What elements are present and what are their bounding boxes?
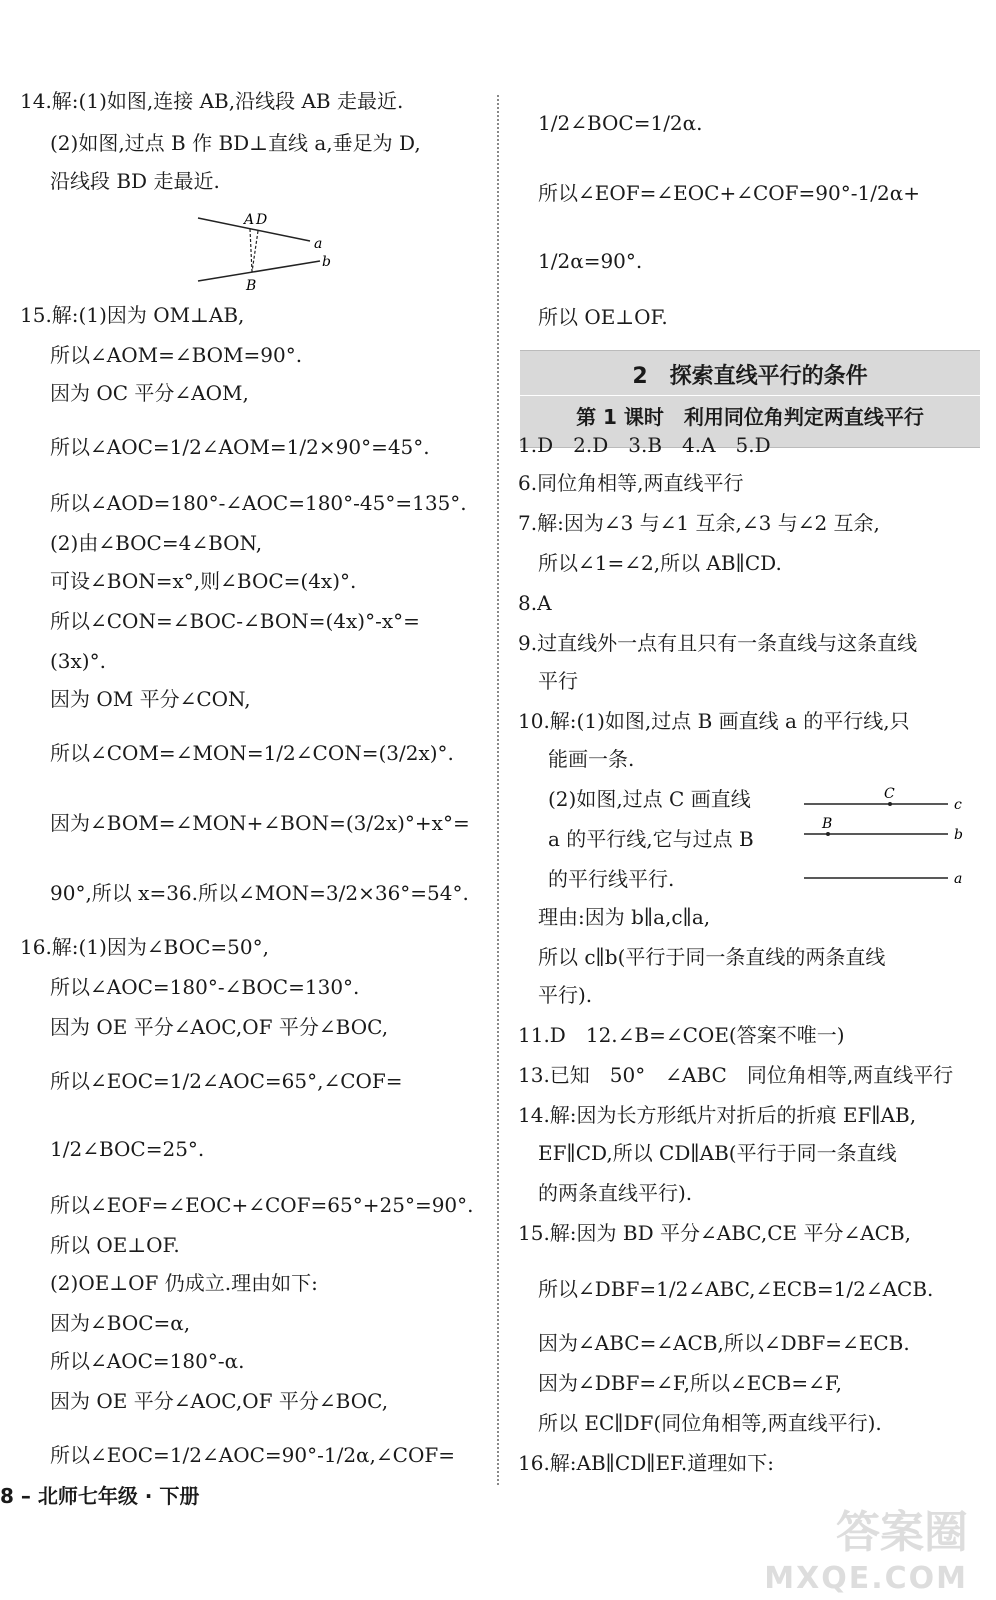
q15-line-2: 所以∠AOM=∠BOM=90°. bbox=[50, 343, 303, 367]
q16-line-6: 所以∠EOF=∠EOC+∠COF=65°+25°=90°. bbox=[50, 1193, 474, 1217]
label-line-b: b bbox=[322, 254, 331, 270]
r-line-1: 1/2∠BOC=1/2α. bbox=[538, 111, 703, 135]
label-b-point: B bbox=[246, 278, 257, 294]
label-line-c: c bbox=[954, 797, 962, 813]
q15-line-3: 因为 OC 平分∠AOM, bbox=[50, 381, 249, 405]
q15-line-4: 所以∠AOC=1/2∠AOM=1/2×90°=45°. bbox=[50, 435, 430, 459]
q16-line-9: 因为∠BOC=α, bbox=[50, 1311, 191, 1335]
r-line-4: 所以 OE⊥OF. bbox=[538, 305, 668, 329]
section-divider bbox=[520, 395, 980, 396]
r2-line-10: (2)如图,过点 C 画直线 bbox=[548, 787, 751, 811]
q14-figure bbox=[190, 206, 370, 306]
q16-line-10: 所以∠AOC=180°-α. bbox=[50, 1349, 245, 1373]
q16-line-5: 1/2∠BOC=25°. bbox=[50, 1137, 205, 1161]
watermark: 答案圈 bbox=[836, 1507, 968, 1558]
point-c bbox=[888, 802, 892, 806]
q15-line-1: 15.解:(1)因为 OM⊥AB, bbox=[20, 303, 245, 327]
r2-line-26: 16.解:AB∥CD∥EF.道理如下: bbox=[518, 1451, 774, 1475]
label-line-b-right: b bbox=[954, 827, 963, 843]
r2-line-11: a 的平行线,它与过点 B bbox=[548, 827, 754, 851]
page-footer: 8 – 北师七年级 · 下册 bbox=[0, 1484, 200, 1508]
label-point-b: B bbox=[822, 816, 833, 832]
point-b bbox=[826, 832, 830, 836]
q14-line-1: 14.解:(1)如图,连接 AB,沿线段 AB 走最近. bbox=[20, 89, 404, 113]
q15-line-5: 所以∠AOD=180°-∠AOC=180°-45°=135°. bbox=[50, 491, 467, 515]
q16-line-4: 所以∠EOC=1/2∠AOC=65°,∠COF= bbox=[50, 1069, 403, 1093]
label-line-a: a bbox=[314, 236, 323, 252]
q16-line-7: 所以 OE⊥OF. bbox=[50, 1233, 180, 1257]
q15-line-10: 因为 OM 平分∠CON, bbox=[50, 687, 251, 711]
r2-line-4: 所以∠1=∠2,所以 AB∥CD. bbox=[538, 551, 782, 575]
q14-line-2: (2)如图,过点 B 作 BD⊥直线 a,垂足为 D, bbox=[50, 131, 421, 155]
r2-line-19: EF∥CD,所以 CD∥AB(平行于同一条直线 bbox=[538, 1141, 897, 1165]
r2-line-15: 平行). bbox=[538, 983, 593, 1007]
q15-line-11: 所以∠COM=∠MON=1/2∠CON=(3/2x)°. bbox=[50, 741, 454, 765]
line-b bbox=[198, 261, 320, 281]
q15-line-7: 可设∠BON=x°,则∠BOC=(4x)°. bbox=[50, 569, 357, 593]
r2-line-2: 6.同位角相等,两直线平行 bbox=[518, 471, 744, 495]
q15-line-9: (3x)°. bbox=[50, 649, 106, 673]
label-line-a-right: a bbox=[954, 871, 963, 887]
r2-line-1: 1.D 2.D 3.B 4.A 5.D bbox=[518, 433, 771, 457]
q14-line-3: 沿线段 BD 走最近. bbox=[50, 169, 220, 193]
label-d-point: D bbox=[256, 212, 268, 228]
column-divider bbox=[497, 95, 499, 1485]
q15-line-8: 所以∠CON=∠BOC-∠BON=(4x)°-x°= bbox=[50, 609, 420, 633]
segment-bd bbox=[252, 231, 258, 272]
segment-ab bbox=[250, 229, 252, 272]
watermark-url: MXQE.COM bbox=[764, 1561, 968, 1596]
r2-line-7: 平行 bbox=[538, 669, 578, 693]
r2-line-21: 15.解:因为 BD 平分∠ABC,CE 平分∠ACB, bbox=[518, 1221, 912, 1245]
r2-line-25: 所以 EC∥DF(同位角相等,两直线平行). bbox=[538, 1411, 882, 1435]
r2-line-24: 因为∠DBF=∠F,所以∠ECB=∠F, bbox=[538, 1371, 842, 1395]
r2-line-18: 14.解:因为长方形纸片对折后的折痕 EF∥AB, bbox=[518, 1103, 917, 1127]
r2-line-17: 13.已知 50° ∠ABC 同位角相等,两直线平行 bbox=[518, 1063, 954, 1087]
label-point-c: C bbox=[884, 786, 895, 802]
r2-line-13: 理由:因为 b∥a,c∥a, bbox=[538, 905, 711, 929]
r2-line-23: 因为∠ABC=∠ACB,所以∠DBF=∠ECB. bbox=[538, 1331, 910, 1355]
r2-line-16: 11.D 12.∠B=∠COE(答案不唯一) bbox=[518, 1023, 845, 1047]
r2-line-14: 所以 c∥b(平行于同一条直线的两条直线 bbox=[538, 945, 886, 969]
r2-line-22: 所以∠DBF=1/2∠ABC,∠ECB=1/2∠ACB. bbox=[538, 1277, 934, 1301]
section-subtitle: 第 1 课时 利用同位角判定两直线平行 bbox=[576, 405, 924, 429]
q15-line-13: 90°,所以 x=36.所以∠MON=3/2×36°=54°. bbox=[50, 881, 469, 905]
r2-line-9: 能画一条. bbox=[548, 747, 635, 771]
q16-line-1: 16.解:(1)因为∠BOC=50°, bbox=[20, 935, 269, 959]
r-line-2: 所以∠EOF=∠EOC+∠COF=90°-1/2α+ bbox=[538, 181, 920, 205]
r2-line-3: 7.解:因为∠3 与∠1 互余,∠3 与∠2 互余, bbox=[518, 511, 880, 535]
r2-line-20: 的两条直线平行). bbox=[538, 1181, 693, 1205]
q10-figure bbox=[798, 784, 978, 894]
r2-line-8: 10.解:(1)如图,过点 B 画直线 a 的平行线,只 bbox=[518, 709, 910, 733]
r-line-3: 1/2α=90°. bbox=[538, 249, 643, 273]
q16-line-3: 因为 OE 平分∠AOC,OF 平分∠BOC, bbox=[50, 1015, 389, 1039]
r2-line-12: 的平行线平行. bbox=[548, 867, 675, 891]
label-a-point: A bbox=[244, 212, 255, 228]
q16-line-8: (2)OE⊥OF 仍成立.理由如下: bbox=[50, 1271, 318, 1295]
section-title: 2 探索直线平行的条件 bbox=[632, 364, 868, 389]
q16-line-12: 所以∠EOC=1/2∠AOC=90°-1/2α,∠COF= bbox=[50, 1443, 456, 1467]
q15-line-12: 因为∠BOM=∠MON+∠BON=(3/2x)°+x°= bbox=[50, 811, 470, 835]
r2-line-6: 9.过直线外一点有且只有一条直线与这条直线 bbox=[518, 631, 918, 655]
q15-line-6: (2)由∠BOC=4∠BON, bbox=[50, 531, 263, 555]
r2-line-5: 8.A bbox=[518, 591, 552, 615]
q16-line-2: 所以∠AOC=180°-∠BOC=130°. bbox=[50, 975, 360, 999]
q16-line-11: 因为 OE 平分∠AOC,OF 平分∠BOC, bbox=[50, 1389, 389, 1413]
